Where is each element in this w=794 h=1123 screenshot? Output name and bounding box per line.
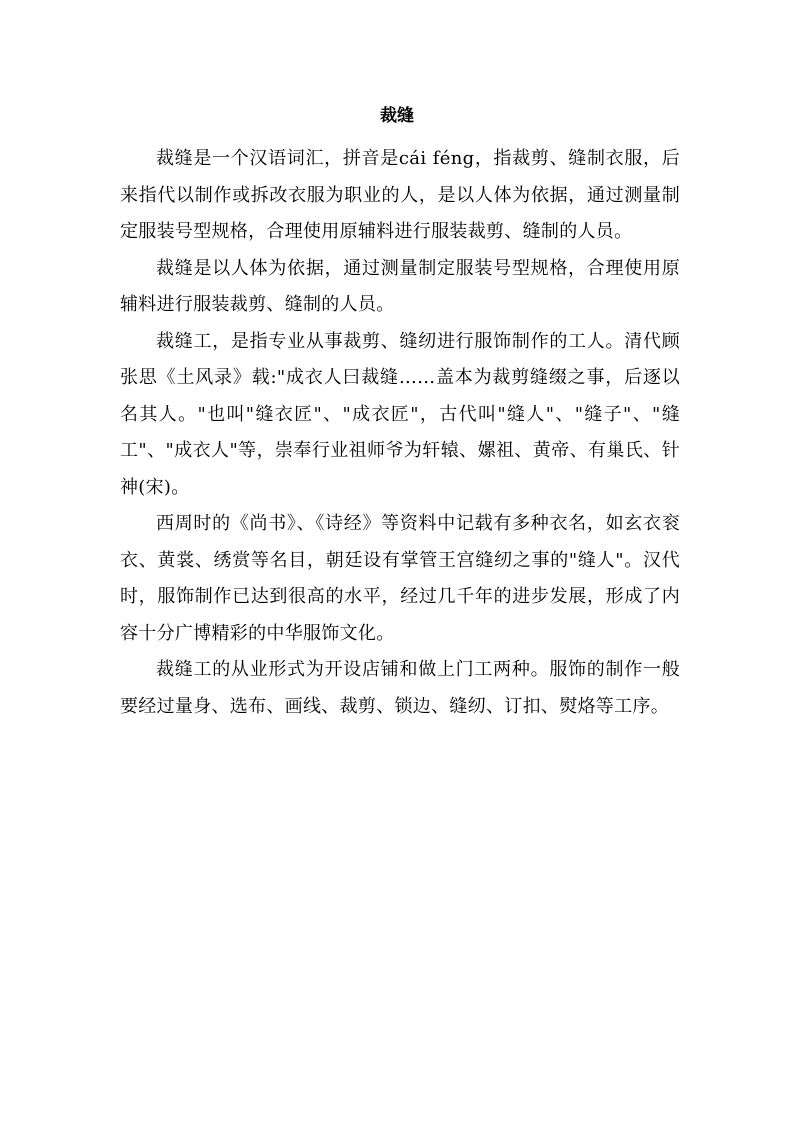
document-title: 裁缝	[380, 106, 414, 126]
paragraph-history-names: 裁缝工，是指专业从事裁剪、缝纫进行服饰制作的工人。清代顾张思《土风录》载:"成衣人曰裁缝……盖本为裁剪缝缀之事，后逐以名其人。"也叫"缝衣匠"、"成衣匠"，古代叫"缝人"、"缝子"、"缝工"、"成衣人"等，崇奉行业祖师爷为轩辕、嫘祖、黄帝、有巢氏、针神(宋)。	[120, 330, 680, 498]
paragraph-role: 裁缝是以人体为依据，通过测量制定服装号型规格，合理使用原辅料进行服装裁剪、缝制的人员。	[120, 257, 680, 315]
document-body	[120, 141, 680, 725]
paragraph-definition: 裁缝是一个汉语词汇，拼音是cái féng，指裁剪、缝制衣服，后来指代以制作或拆改衣服为职业的人，是以人体为依据，通过测量制定服装号型规格，合理使用原辅料进行服装裁剪、缝制的人员。	[120, 148, 680, 242]
paragraph-work-process: 裁缝工的从业形式为开设店铺和做上门工两种。服饰的制作一般要经过量身、选布、画线、裁剪、锁边、缝纫、订扣、熨烙等工序。	[120, 659, 680, 717]
paragraph-ancient-origins: 西周时的《尚书》、《诗经》等资料中记载有多种衣名，如玄衣衮衣、黄裳、绣赏等名目，朝廷设有掌管王宫缝纫之事的"缝人"。汉代时，服饰制作已达到很高的水平，经过几千年的进步发展，形成了内容十分广博精彩的中华服饰文化。	[120, 513, 680, 644]
